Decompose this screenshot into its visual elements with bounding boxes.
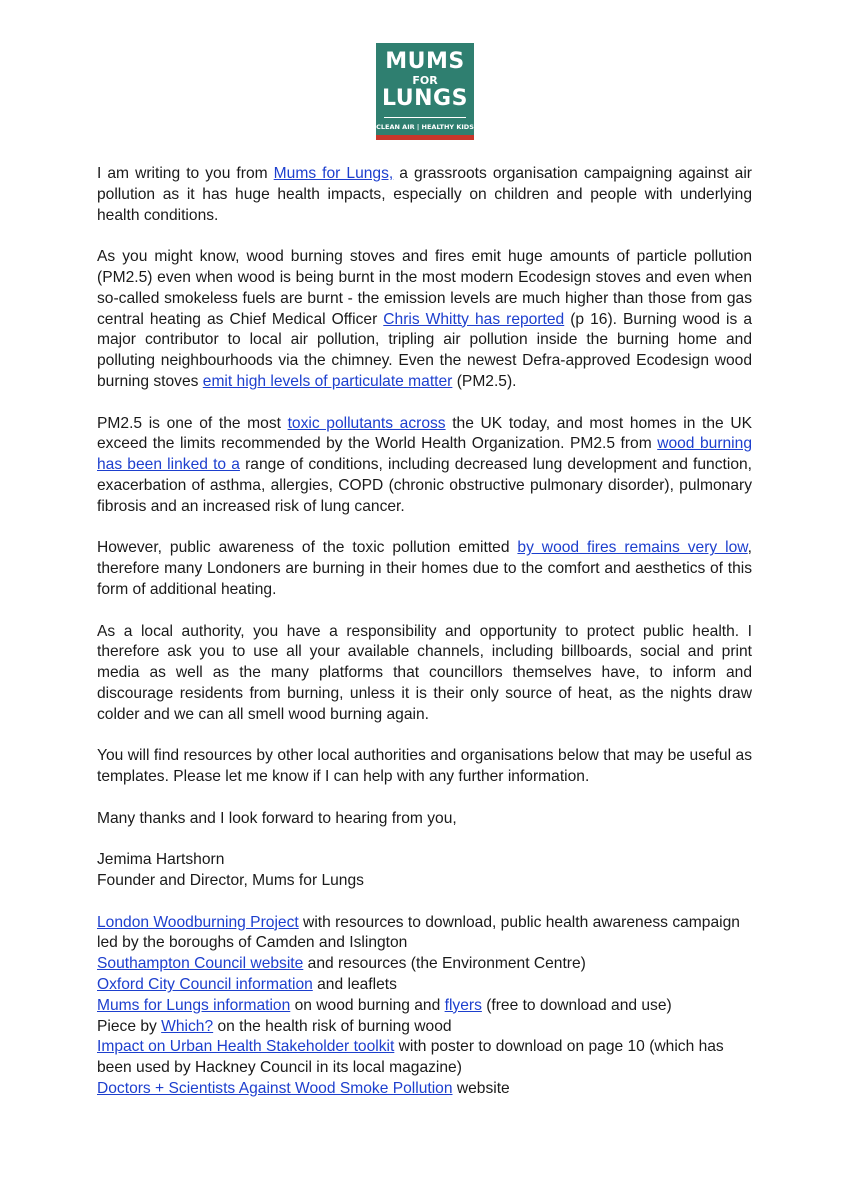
southampton-council-link[interactable]: Southampton Council website [97,955,304,973]
logo-accent-bar [376,135,474,140]
resource-item: Impact on Urban Health Stakeholder toolkit with poster to download on page 10 (which has been used by Hackney Council in its local magazine) [97,1038,724,1077]
resource-item: Piece by Which? on the health risk of burning wood [97,1017,452,1035]
which-link[interactable]: Which? [161,1017,214,1035]
paragraph-request: As a local authority, you have a responsibility and opportunity to protect public health. I therefore ask you to use all your available channels, including billboards, social and print media as well as the many platforms that councillors themselves have, to inform and discourage residents from burning, unless it is their only source of heat, as the nights draw colder and we can all smell wood burning again. [97,622,752,723]
signature [97,850,752,892]
resource-item: London Woodburning Project with resources to download, public health awareness campaign led by the boroughs of Camden and Islington [97,913,740,952]
wood-burning-linked-link[interactable]: wood burning has been linked to a [97,435,752,474]
logo-word-for: FOR [412,74,438,87]
london-woodburning-link[interactable]: London Woodburning Project [97,913,299,931]
resource-item: Mums for Lungs information on wood burning and flyers (free to download and use) [97,996,672,1014]
awareness-low-link[interactable]: by wood fires remains very low [517,539,748,557]
mums-for-lungs-info-link[interactable]: Mums for Lungs information [97,996,291,1014]
particulate-matter-link[interactable]: emit high levels of particulate matter [202,372,453,390]
urban-health-toolkit-link[interactable]: Impact on Urban Health Stakeholder toolkit [97,1038,395,1056]
mums-for-lungs-logo [376,43,474,140]
logo-tagline: CLEAN AIR | HEALTHY KIDS [376,123,474,131]
letter-body [97,164,752,1100]
logo-word-lungs: LUNGS [382,86,468,111]
paragraph-intro: I am writing to you from Mums for Lungs, a grassroots organisation campaigning against air pollution as it has huge health impacts, especially on children and people with underlying health conditions. [97,165,752,224]
paragraph-pm25: PM2.5 is one of the most toxic pollutants across the UK today, and most homes in the UK exceed the limits recommended by the World Health Organization. PM2.5 from wood burning has been linked to a range of conditions, including decreased lung development and function, exacerbation of asthma, allergies, COPD (chronic obstructive pulmonary disorder), pulmonary fibrosis and an increased risk of lung cancer. [97,414,752,515]
signature-title: Founder and Director, Mums for Lungs [97,872,364,890]
resource-item: Southampton Council website and resources (the Environment Centre) [97,955,586,973]
paragraph-wood-burning: As you might know, wood burning stoves and fires emit huge amounts of particle pollution (PM2.5) even when wood is being burnt in the most modern Ecodesign stoves and even when so-called smokeless fuels are burnt - the emission levels are much higher than those from gas central heating as Chief Medical Officer Chris Whitty has reported (p 16). Burning wood is a major contributor to local air pollution, tripling air pollution inside the burning home and polluting neighbourhoods via the chimney. Even the newest Defra-approved Ecodesign wood burning stoves emit high levels of particulate matter (PM2.5). [97,248,752,390]
closing-line: Many thanks and I look forward to hearing from you, [97,809,457,827]
chris-whitty-report-link[interactable]: Chris Whitty has reported [383,310,565,328]
signature-name: Jemima Hartshorn [97,851,225,869]
paragraph-resources-intro: You will find resources by other local authorities and organisations below that may be useful as templates. Please let me know if I can help with any further information. [97,747,752,786]
toxic-pollutants-link[interactable]: toxic pollutants across [287,414,446,432]
mums-for-lungs-link[interactable]: Mums for Lungs, [273,165,394,182]
logo-divider [384,117,466,118]
logo-word-mums: MUMS [385,49,465,74]
flyers-link[interactable]: flyers [444,996,482,1014]
oxford-council-link[interactable]: Oxford City Council information [97,976,313,994]
resource-item: Doctors + Scientists Against Wood Smoke Pollution website [97,1080,510,1098]
doctors-scientists-link[interactable]: Doctors + Scientists Against Wood Smoke Pollution [97,1080,453,1098]
resource-list [97,913,752,1100]
paragraph-awareness: However, public awareness of the toxic pollution emitted by wood fires remains very low, therefore many Londoners are burning in their homes due to the comfort and aesthetics of this form of additional heating. [97,539,752,598]
resource-item: Oxford City Council information and leaflets [97,976,397,994]
